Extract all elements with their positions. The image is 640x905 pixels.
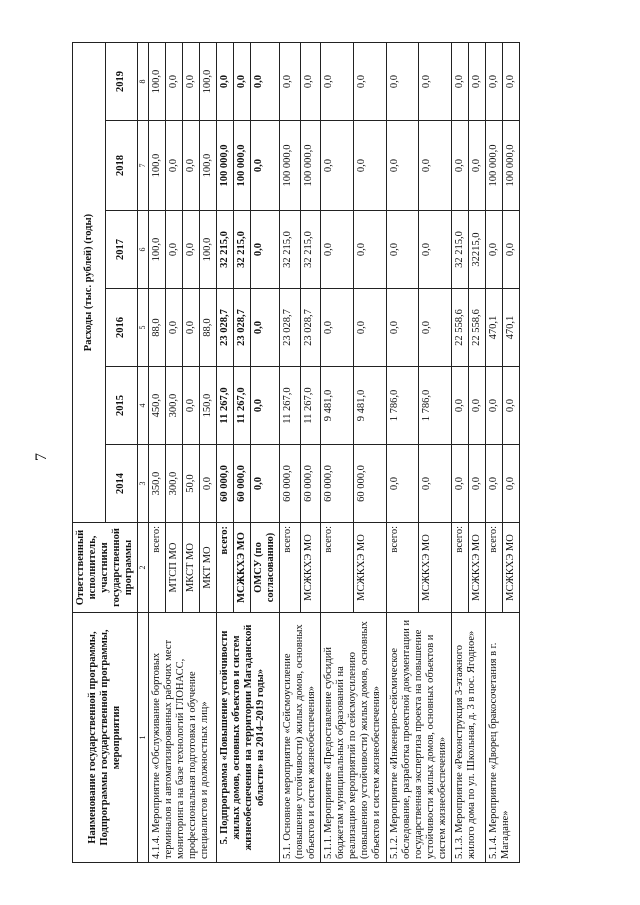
row-value: 23 028,7 <box>216 289 233 367</box>
row-value: 0,0 <box>468 43 485 121</box>
row-value: 11 267,0 <box>280 367 301 445</box>
row-value: 0,0 <box>250 289 279 367</box>
row-value: 0,0 <box>468 367 485 445</box>
row-value: 0,0 <box>182 43 199 121</box>
row-value: 100 000,0 <box>485 121 502 211</box>
row-value: 300,0 <box>165 367 182 445</box>
row-responsible: всего: <box>216 523 233 613</box>
header-index: 2 <box>138 523 148 613</box>
row-value: 100 000,0 <box>280 121 301 211</box>
row-value: 60 000,0 <box>300 445 321 523</box>
row-value: 32 215,0 <box>216 211 233 289</box>
row-value: 88,0 <box>199 289 216 367</box>
row-value: 60 000,0 <box>353 445 386 523</box>
row-value: 0,0 <box>468 121 485 211</box>
row-value: 60 000,0 <box>233 445 250 523</box>
row-value: 0,0 <box>503 43 520 121</box>
row-value: 50,0 <box>182 445 199 523</box>
row-value: 0,0 <box>182 367 199 445</box>
table-row <box>280 43 301 863</box>
header-year: 2015 <box>105 367 138 445</box>
header-year: 2019 <box>105 43 138 121</box>
row-value: 0,0 <box>165 121 182 211</box>
header-index: 3 <box>138 445 148 523</box>
row-value: 0,0 <box>300 43 321 121</box>
row-value: 0,0 <box>386 211 419 289</box>
row-value: 0,0 <box>182 211 199 289</box>
row-value: 100,0 <box>199 211 216 289</box>
header-expenses: Расходы (тыс. рублей) (годы) <box>73 43 106 523</box>
row-name: 5.1.4. Мероприятие «Дворец бракосочетания в г. Магадане» <box>485 613 519 863</box>
row-value: 450,0 <box>148 367 165 445</box>
table-body <box>148 43 520 863</box>
row-value: 0,0 <box>485 367 502 445</box>
row-value: 470,1 <box>485 289 502 367</box>
row-value: 0,0 <box>485 43 502 121</box>
row-name: 5.1.1. Мероприятие «Предоставление субсидий бюджетам муниципальных образований на реализацию мероприятий по сейсмоусилению (повышению устойчивости) жилых домов, основных объектов и систем жизнеобеспечения» <box>321 613 386 863</box>
row-value: 300,0 <box>165 445 182 523</box>
row-value: 60 000,0 <box>280 445 301 523</box>
row-value: 9 481,0 <box>321 367 354 445</box>
header-year: 2017 <box>105 211 138 289</box>
row-value: 100,0 <box>148 121 165 211</box>
row-value: 0,0 <box>419 445 452 523</box>
row-value: 22 558,6 <box>468 289 485 367</box>
row-value: 0,0 <box>321 121 354 211</box>
row-value: 0,0 <box>233 43 250 121</box>
row-value: 0,0 <box>419 211 452 289</box>
expenses-table <box>72 42 520 863</box>
row-value: 0,0 <box>165 211 182 289</box>
header-year: 2014 <box>105 445 138 523</box>
header-index: 7 <box>138 121 148 211</box>
row-responsible: всего: <box>451 523 468 613</box>
row-value: 22 558,6 <box>451 289 468 367</box>
row-value: 0,0 <box>419 43 452 121</box>
row-responsible: всего: <box>321 523 354 613</box>
row-value: 0,0 <box>451 43 468 121</box>
row-name: 5.1.2. Мероприятие «Инженерно-сейсмическое обследование, разработка проектной документации и государственная экспертиза проекта на повышение устойчивости жилых домов, основных объектов и систем жизнеобеспечения» <box>386 613 451 863</box>
header-index: 5 <box>138 289 148 367</box>
row-value: 23 028,7 <box>280 289 301 367</box>
row-value: 0,0 <box>353 211 386 289</box>
row-value: 32 215,0 <box>280 211 301 289</box>
row-value: 470,1 <box>503 289 520 367</box>
row-value: 100 000,0 <box>216 121 233 211</box>
header-index: 6 <box>138 211 148 289</box>
row-value: 100,0 <box>199 121 216 211</box>
row-value: 0,0 <box>280 43 301 121</box>
row-value: 0,0 <box>419 289 452 367</box>
row-value: 100,0 <box>148 43 165 121</box>
row-value: 11 267,0 <box>216 367 233 445</box>
row-value: 0,0 <box>216 43 233 121</box>
row-value: 11 267,0 <box>233 367 250 445</box>
row-responsible: всего: <box>280 523 301 613</box>
row-value: 350,0 <box>148 445 165 523</box>
row-responsible: всего: <box>148 523 165 613</box>
row-value: 9 481,0 <box>353 367 386 445</box>
header-responsible: Ответственный исполнитель, участники государственной программы <box>73 523 138 613</box>
row-value: 0,0 <box>165 289 182 367</box>
row-value: 32215,0 <box>468 211 485 289</box>
row-value: 11 267,0 <box>300 367 321 445</box>
row-responsible: МСЖКХЭ МО <box>419 523 452 613</box>
header-index-row <box>138 43 148 863</box>
row-value: 1 786,0 <box>419 367 452 445</box>
row-value: 0,0 <box>321 43 354 121</box>
row-value: 23 028,7 <box>233 289 250 367</box>
row-value: 0,0 <box>419 121 452 211</box>
row-value: 0,0 <box>485 211 502 289</box>
row-value: 0,0 <box>199 445 216 523</box>
row-value: 32 215,0 <box>451 211 468 289</box>
row-value: 0,0 <box>353 121 386 211</box>
page-number: 7 <box>33 453 50 461</box>
row-value: 0,0 <box>250 43 279 121</box>
table-row <box>321 43 354 863</box>
row-value: 0,0 <box>321 211 354 289</box>
row-value: 0,0 <box>250 367 279 445</box>
row-value: 0,0 <box>353 43 386 121</box>
row-value: 0,0 <box>182 121 199 211</box>
row-value: 0,0 <box>321 289 354 367</box>
row-value: 32 215,0 <box>233 211 250 289</box>
row-name: 4.1.4. Мероприятие «Обслуживание бортовых терминалов и автоматизированных рабочих мест мониторинга на базе технологий ГЛОНАСС, профессиональная подготовка и обучение специалистов и должностных лиц» <box>148 613 216 863</box>
table-row <box>386 43 419 863</box>
row-responsible: МСЖКХЭ МО <box>300 523 321 613</box>
row-value: 1 786,0 <box>386 367 419 445</box>
row-value: 0,0 <box>485 445 502 523</box>
header-name: Наименование государственной программы, Подпрограммы государственной программы, мероприятия <box>73 613 138 863</box>
row-value: 0,0 <box>250 211 279 289</box>
row-value: 0,0 <box>503 445 520 523</box>
header-index: 4 <box>138 367 148 445</box>
row-responsible: МКСТ МО <box>182 523 199 613</box>
row-value: 0,0 <box>451 445 468 523</box>
row-value: 60 000,0 <box>321 445 354 523</box>
row-value: 0,0 <box>386 445 419 523</box>
row-value: 0,0 <box>250 121 279 211</box>
row-responsible: МСЖКХЭ МО <box>503 523 520 613</box>
row-value: 0,0 <box>165 43 182 121</box>
row-value: 60 000,0 <box>216 445 233 523</box>
row-responsible: МСЖКХЭ МО <box>353 523 386 613</box>
row-responsible: всего: <box>485 523 502 613</box>
row-value: 88,0 <box>148 289 165 367</box>
row-value: 0,0 <box>182 289 199 367</box>
row-value: 100,0 <box>148 211 165 289</box>
row-value: 0,0 <box>353 289 386 367</box>
row-responsible: МСЖКХЭ МО <box>468 523 485 613</box>
row-value: 0,0 <box>503 367 520 445</box>
table-row <box>216 43 233 863</box>
row-name: 5.1. Основное мероприятие «Сейсмоусиление (повышение устойчивости) жилых домов, основных объектов и систем жизнеобеспечения» <box>280 613 321 863</box>
table-row <box>485 43 502 863</box>
row-responsible: МКТ МО <box>199 523 216 613</box>
row-responsible: МТСП МО <box>165 523 182 613</box>
row-value: 32 215,0 <box>300 211 321 289</box>
row-value: 0,0 <box>451 367 468 445</box>
row-value: 0,0 <box>386 43 419 121</box>
row-value: 0,0 <box>468 445 485 523</box>
row-responsible: МСЖКХЭ МО <box>233 523 250 613</box>
row-value: 100 000,0 <box>503 121 520 211</box>
row-value: 0,0 <box>386 121 419 211</box>
rotated-table-container <box>72 43 592 863</box>
row-responsible: ОМСУ (по согласованию) <box>250 523 279 613</box>
row-value: 100 000,0 <box>300 121 321 211</box>
table-row <box>148 43 165 863</box>
row-value: 0,0 <box>386 289 419 367</box>
header-index: 1 <box>138 613 148 863</box>
row-value: 23 028,7 <box>300 289 321 367</box>
row-value: 100,0 <box>199 43 216 121</box>
row-name: 5. Подпрограмма «Повышение устойчивости жилых домов, основных объектов и систем жизнеобеспечения на территории Магаданской области» на 2014–2019 годы» <box>216 613 279 863</box>
row-value: 0,0 <box>250 445 279 523</box>
header-index: 8 <box>138 43 148 121</box>
header-year: 2016 <box>105 289 138 367</box>
row-value: 0,0 <box>503 211 520 289</box>
header-year: 2018 <box>105 121 138 211</box>
row-value: 0,0 <box>451 121 468 211</box>
table-row <box>451 43 468 863</box>
row-name: 5.1.3. Мероприятие «Реконструкция 3-этажного жилого дома по ул. Школьная, д. 3 в пос. Ягодное» <box>451 613 485 863</box>
row-value: 100 000,0 <box>233 121 250 211</box>
row-value: 150,0 <box>199 367 216 445</box>
row-responsible: всего: <box>386 523 419 613</box>
